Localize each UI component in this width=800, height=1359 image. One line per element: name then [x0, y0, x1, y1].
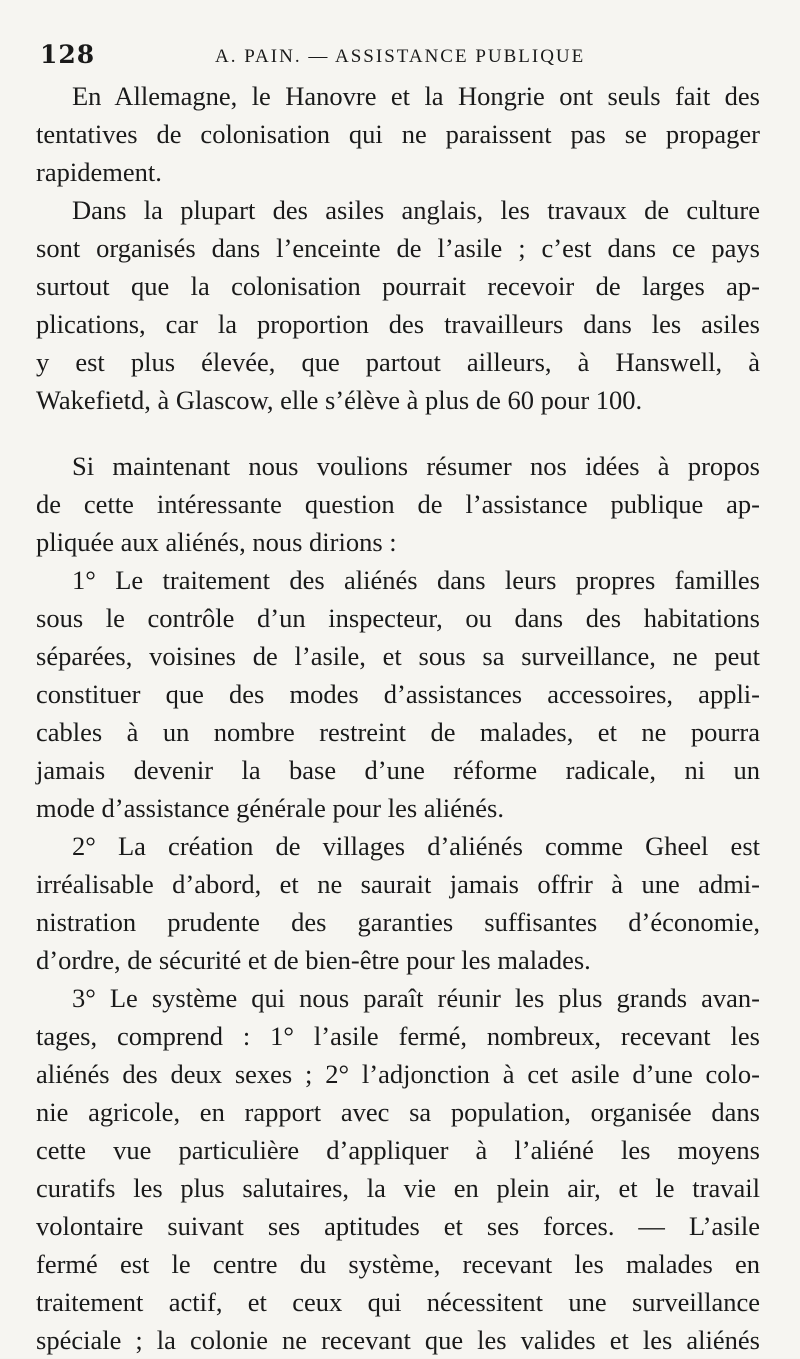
text-line: curatifs les plus salutaires, la vie en plein air, et le travail	[36, 1173, 760, 1203]
text-line: irréalisable d’abord, et ne saurait jamais offrir à une admi-	[36, 869, 760, 899]
text-line: cette vue particulière d’appliquer à l’aliéné les moyens	[36, 1135, 760, 1165]
text-line: surtout que la colonisation pourrait recevoir de larges ap-	[36, 271, 760, 301]
text-line: sont organisés dans l’enceinte de l’asile ; c’est dans ce pays	[36, 233, 760, 263]
running-head: A. PAIN. — ASSISTANCE PUBLIQUE	[215, 46, 586, 67]
text-line: Dans la plupart des asiles anglais, les travaux de culture	[72, 195, 760, 225]
page-header	[40, 40, 760, 74]
text-line: d’ordre, de sécurité et de bien-être pour les malades.	[36, 945, 591, 975]
text-line: 2° La création de villages d’aliénés comme Gheel est	[72, 831, 760, 861]
text-line: traitement actif, et ceux qui nécessitent une surveillance	[36, 1287, 760, 1317]
text-line: spéciale ; la colonie ne recevant que les valides et les aliénés	[36, 1325, 760, 1355]
text-line: jamais devenir la base d’une réforme radicale, ni un	[36, 755, 760, 785]
text-line: plications, car la proportion des travailleurs dans les asiles	[36, 309, 760, 339]
text-line: fermé est le centre du système, recevant les malades en	[36, 1249, 760, 1279]
body-text	[36, 77, 760, 1359]
text-line: cables à un nombre restreint de malades, et ne pourra	[36, 717, 760, 747]
text-line: nie agricole, en rapport avec sa population, organisée dans	[36, 1097, 760, 1127]
text-line: Wakefietd, à Glascow, elle s’élève à plus de 60 pour 100.	[36, 385, 643, 415]
text-line: Si maintenant nous voulions résumer nos idées à propos	[72, 451, 760, 481]
paragraph-gap	[36, 419, 760, 447]
text-line: nistration prudente des garanties suffisantes d’économie,	[36, 907, 760, 937]
text-line: rapidement.	[36, 157, 162, 187]
page-number: 128	[40, 40, 96, 69]
text-line: de cette intéressante question de l’assistance publique ap-	[36, 489, 760, 519]
text-line: tentatives de colonisation qui ne paraissent pas se propager	[36, 119, 760, 149]
text-line: aliénés des deux sexes ; 2° l’adjonction à cet asile d’une colo-	[36, 1059, 760, 1089]
text-line: sous le contrôle d’un inspecteur, ou dans des habitations	[36, 603, 760, 633]
text-line: y est plus élevée, que partout ailleurs, à Hanswell, à	[36, 347, 760, 377]
text-line: séparées, voisines de l’asile, et sous sa surveillance, ne peut	[36, 641, 760, 671]
text-line: constituer que des modes d’assistances accessoires, appli-	[36, 679, 760, 709]
text-line: 1° Le traitement des aliénés dans leurs propres familles	[72, 565, 760, 595]
text-line: En Allemagne, le Hanovre et la Hongrie ont seuls fait des	[72, 81, 760, 111]
text-line: volontaire suivant ses aptitudes et ses forces. — L’asile	[36, 1211, 760, 1241]
text-line: mode d’assistance générale pour les aliénés.	[36, 793, 504, 823]
text-line: pliquée aux aliénés, nous dirions :	[36, 527, 397, 557]
text-line: tages, comprend : 1° l’asile fermé, nombreux, recevant les	[36, 1021, 760, 1051]
text-line: 3° Le système qui nous paraît réunir les plus grands avan-	[72, 983, 760, 1013]
